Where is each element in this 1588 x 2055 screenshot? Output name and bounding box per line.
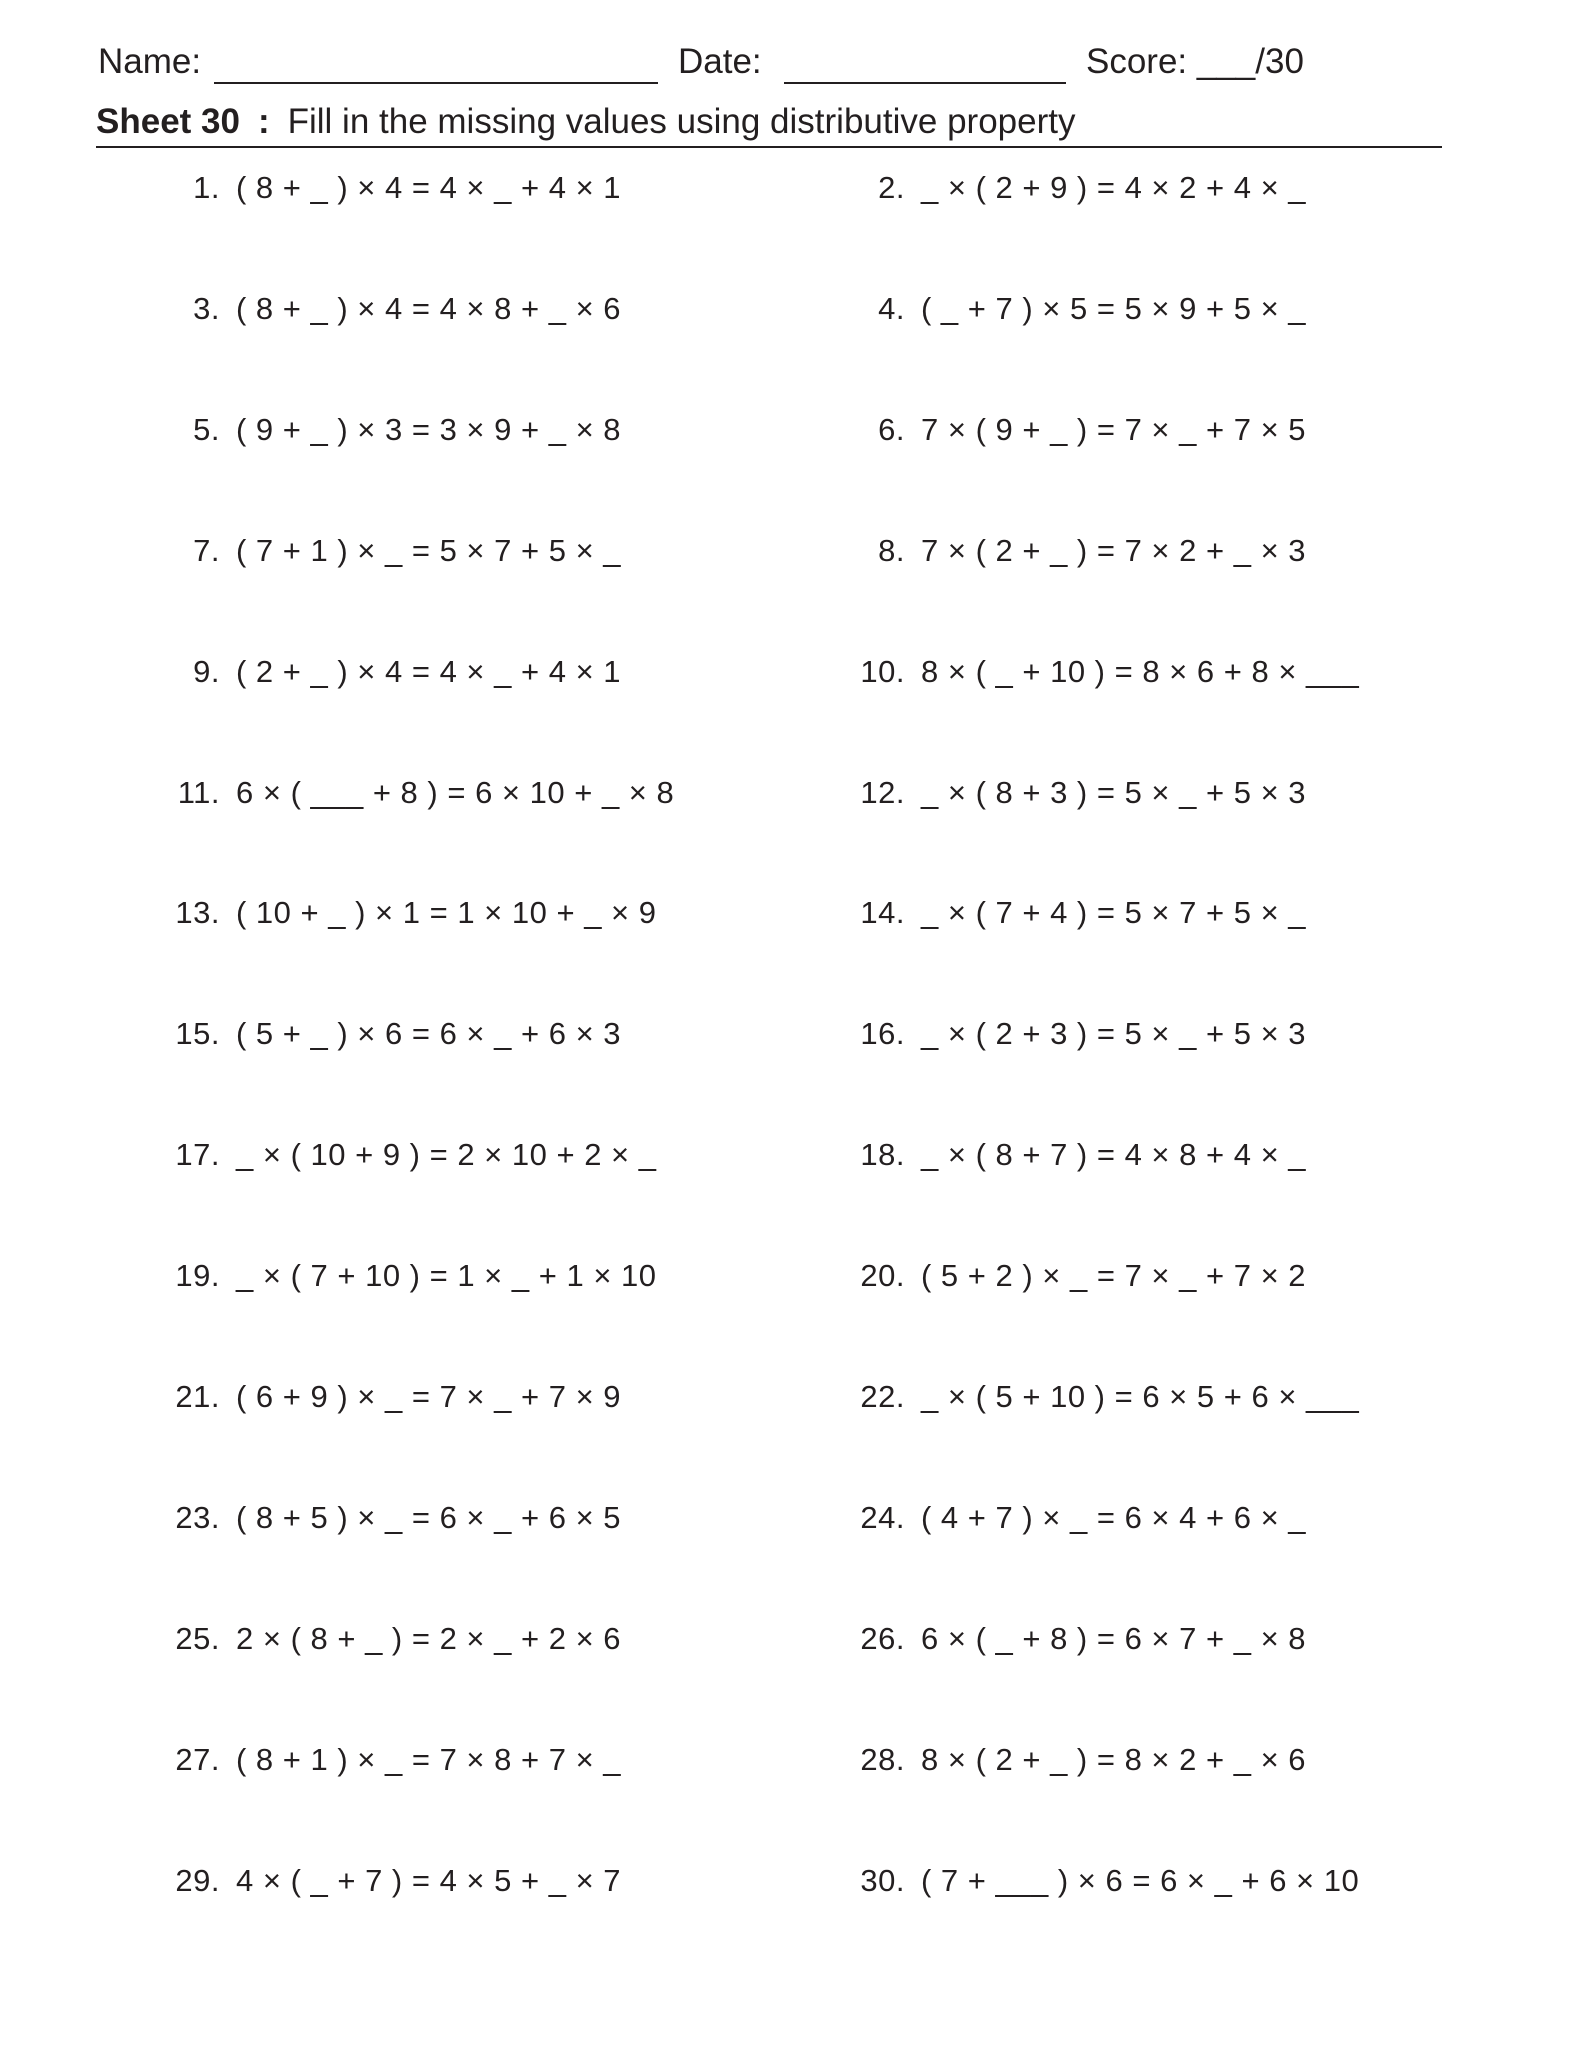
problem-equation[interactable]: ( 8 + 1 ) × _ = 7 × 8 + 7 × _	[236, 1742, 622, 1777]
problem-number: 12.	[860, 775, 905, 810]
problem-equation[interactable]: ( 5 + _ ) × 6 = 6 × _ + 6 × 3	[236, 1016, 622, 1051]
problem-number: 19.	[175, 1258, 220, 1293]
problem-number: 5.	[193, 412, 220, 447]
problem-number: 28.	[860, 1742, 905, 1777]
sheet-title	[96, 98, 1442, 148]
problem-equation[interactable]: _ × ( 5 + 10 ) = 6 × 5 + 6 × ___	[921, 1379, 1360, 1414]
problem-number: 1.	[193, 170, 220, 205]
problem-equation[interactable]: 6 × ( _ + 8 ) = 6 × 7 + _ × 8	[921, 1621, 1307, 1656]
problem-number: 13.	[175, 895, 220, 930]
problem-equation[interactable]: _ × ( 10 + 9 ) = 2 × 10 + 2 × _	[236, 1137, 657, 1172]
problem-number: 26.	[860, 1621, 905, 1656]
name-blank-line[interactable]	[214, 82, 658, 84]
problem-number: 30.	[860, 1863, 905, 1898]
problem-equation[interactable]: 2 × ( 8 + _ ) = 2 × _ + 2 × 6	[236, 1621, 622, 1656]
problem-equation[interactable]: ( 8 + _ ) × 4 = 4 × 8 + _ × 6	[236, 291, 622, 326]
instruction-text: Fill in the missing values using distributive property	[287, 102, 1076, 141]
problem-equation[interactable]: ( 8 + _ ) × 4 = 4 × _ + 4 × 1	[236, 170, 622, 205]
score-label: Score: ___/30	[1086, 42, 1304, 81]
problem-equation[interactable]: 6 × ( ___ + 8 ) = 6 × 10 + _ × 8	[236, 775, 675, 810]
problem-equation[interactable]: ( 2 + _ ) × 4 = 4 × _ + 4 × 1	[236, 654, 622, 689]
date-blank-line[interactable]	[784, 82, 1066, 84]
problem-equation[interactable]: 8 × ( _ + 10 ) = 8 × 6 + 8 × ___	[921, 654, 1360, 689]
problem-equation[interactable]: 7 × ( 9 + _ ) = 7 × _ + 7 × 5	[921, 412, 1307, 447]
problem-number: 4.	[878, 291, 905, 326]
problem-number: 20.	[860, 1258, 905, 1293]
problem-equation[interactable]: ( _ + 7 ) × 5 = 5 × 9 + 5 × _	[921, 291, 1307, 326]
problem-number: 18.	[860, 1137, 905, 1172]
problem-equation[interactable]: ( 6 + 9 ) × _ = 7 × _ + 7 × 9	[236, 1379, 622, 1414]
problem-equation[interactable]: _ × ( 7 + 4 ) = 5 × 7 + 5 × _	[921, 895, 1307, 930]
problem-number: 8.	[878, 533, 905, 568]
sheet-number: Sheet 30	[96, 102, 240, 141]
problem-number: 11.	[177, 775, 220, 810]
name-label: Name:	[98, 42, 202, 81]
problem-number: 29.	[175, 1863, 220, 1898]
problem-equation[interactable]: _ × ( 7 + 10 ) = 1 × _ + 1 × 10	[236, 1258, 657, 1293]
problem-number: 27.	[175, 1742, 220, 1777]
problem-number: 25.	[175, 1621, 220, 1656]
problem-number: 7.	[193, 533, 220, 568]
problem-equation[interactable]: ( 10 + _ ) × 1 = 1 × 10 + _ × 9	[236, 895, 657, 930]
date-label: Date:	[678, 42, 762, 81]
problem-equation[interactable]: ( 9 + _ ) × 3 = 3 × 9 + _ × 8	[236, 412, 622, 447]
problem-equation[interactable]: _ × ( 8 + 3 ) = 5 × _ + 5 × 3	[921, 775, 1307, 810]
problem-equation[interactable]: _ × ( 2 + 9 ) = 4 × 2 + 4 × _	[921, 170, 1307, 205]
problem-number: 23.	[175, 1500, 220, 1535]
problem-number: 15.	[175, 1016, 220, 1051]
problem-equation[interactable]: ( 4 + 7 ) × _ = 6 × 4 + 6 × _	[921, 1500, 1307, 1535]
problem-number: 17.	[175, 1137, 220, 1172]
problem-equation[interactable]: _ × ( 8 + 7 ) = 4 × 8 + 4 × _	[921, 1137, 1307, 1172]
problem-number: 21.	[175, 1379, 220, 1414]
problem-number: 14.	[860, 895, 905, 930]
problem-number: 9.	[193, 654, 220, 689]
problem-equation[interactable]: 7 × ( 2 + _ ) = 7 × 2 + _ × 3	[921, 533, 1307, 568]
problem-number: 24.	[860, 1500, 905, 1535]
problem-equation[interactable]: ( 5 + 2 ) × _ = 7 × _ + 7 × 2	[921, 1258, 1307, 1293]
problem-number: 10.	[860, 654, 905, 689]
problem-equation[interactable]: ( 7 + 1 ) × _ = 5 × 7 + 5 × _	[236, 533, 622, 568]
problem-equation[interactable]: ( 8 + 5 ) × _ = 6 × _ + 6 × 5	[236, 1500, 622, 1535]
problem-equation[interactable]: 4 × ( _ + 7 ) = 4 × 5 + _ × 7	[236, 1863, 622, 1898]
problem-number: 3.	[193, 291, 220, 326]
problem-number: 2.	[878, 170, 905, 205]
title-colon: :	[257, 102, 270, 141]
problem-number: 6.	[878, 412, 905, 447]
problem-number: 22.	[860, 1379, 905, 1414]
problem-equation[interactable]: 8 × ( 2 + _ ) = 8 × 2 + _ × 6	[921, 1742, 1307, 1777]
problem-equation[interactable]: _ × ( 2 + 3 ) = 5 × _ + 5 × 3	[921, 1016, 1307, 1051]
problem-equation[interactable]: ( 7 + ___ ) × 6 = 6 × _ + 6 × 10	[921, 1863, 1360, 1898]
problem-number: 16.	[860, 1016, 905, 1051]
worksheet-header	[98, 36, 1438, 88]
